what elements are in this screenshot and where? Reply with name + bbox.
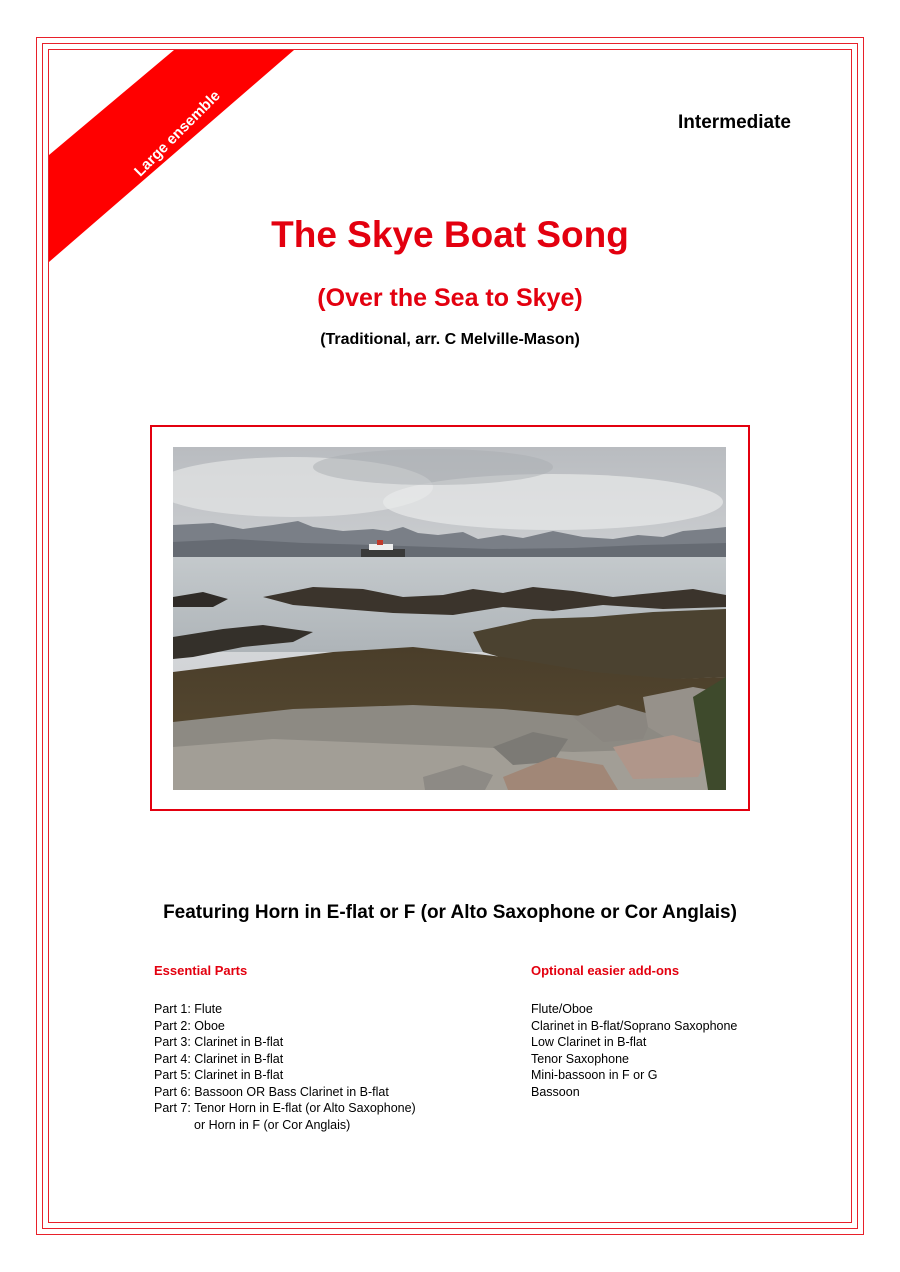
list-item: Part 1: Flute: [154, 1002, 223, 1016]
landscape-photo: [173, 447, 726, 790]
page-subtitle: (Over the Sea to Skye): [317, 284, 583, 312]
list-item: Part 4: Clarinet in B-flat: [154, 1051, 284, 1066]
list-item: Clarinet in B-flat/Soprano Saxophone: [531, 1018, 738, 1033]
list-item: Part 3: Clarinet in B-flat: [154, 1035, 284, 1049]
essential-parts-list: [154, 1001, 416, 1133]
list-item: Part 6: Bassoon OR Bass Clarinet in B-flat: [154, 1084, 389, 1099]
page-title: The Skye Boat Song: [271, 214, 629, 255]
list-item: Part 5: Clarinet in B-flat: [154, 1068, 284, 1082]
essential-parts-heading: Essential Parts: [154, 963, 248, 978]
list-item: Part 2: Oboe: [154, 1018, 225, 1033]
ribbon-label: Large ensemble: [131, 87, 224, 181]
optional-addons-heading: Optional easier add-ons: [531, 963, 680, 978]
list-item: Low Clarinet in B-flat: [531, 1035, 647, 1049]
list-item: Tenor Saxophone: [531, 1051, 629, 1066]
arranger-credit: (Traditional, arr. C Melville-Mason): [320, 331, 580, 348]
list-item: or Horn in F (or Cor Anglais): [194, 1117, 351, 1132]
difficulty-level: Intermediate: [678, 112, 791, 133]
list-item: Mini-bassoon in F or G: [531, 1068, 658, 1082]
optional-addons-list: [531, 1001, 737, 1100]
list-item: Flute/Oboe: [531, 1002, 593, 1016]
featuring-heading: Featuring Horn in E-flat or F (or Alto Saxophone or Cor Anglais): [163, 902, 737, 923]
list-item: Bassoon: [531, 1084, 580, 1099]
list-item: Part 7: Tenor Horn in E-flat (or Alto Saxophone): [154, 1101, 416, 1115]
